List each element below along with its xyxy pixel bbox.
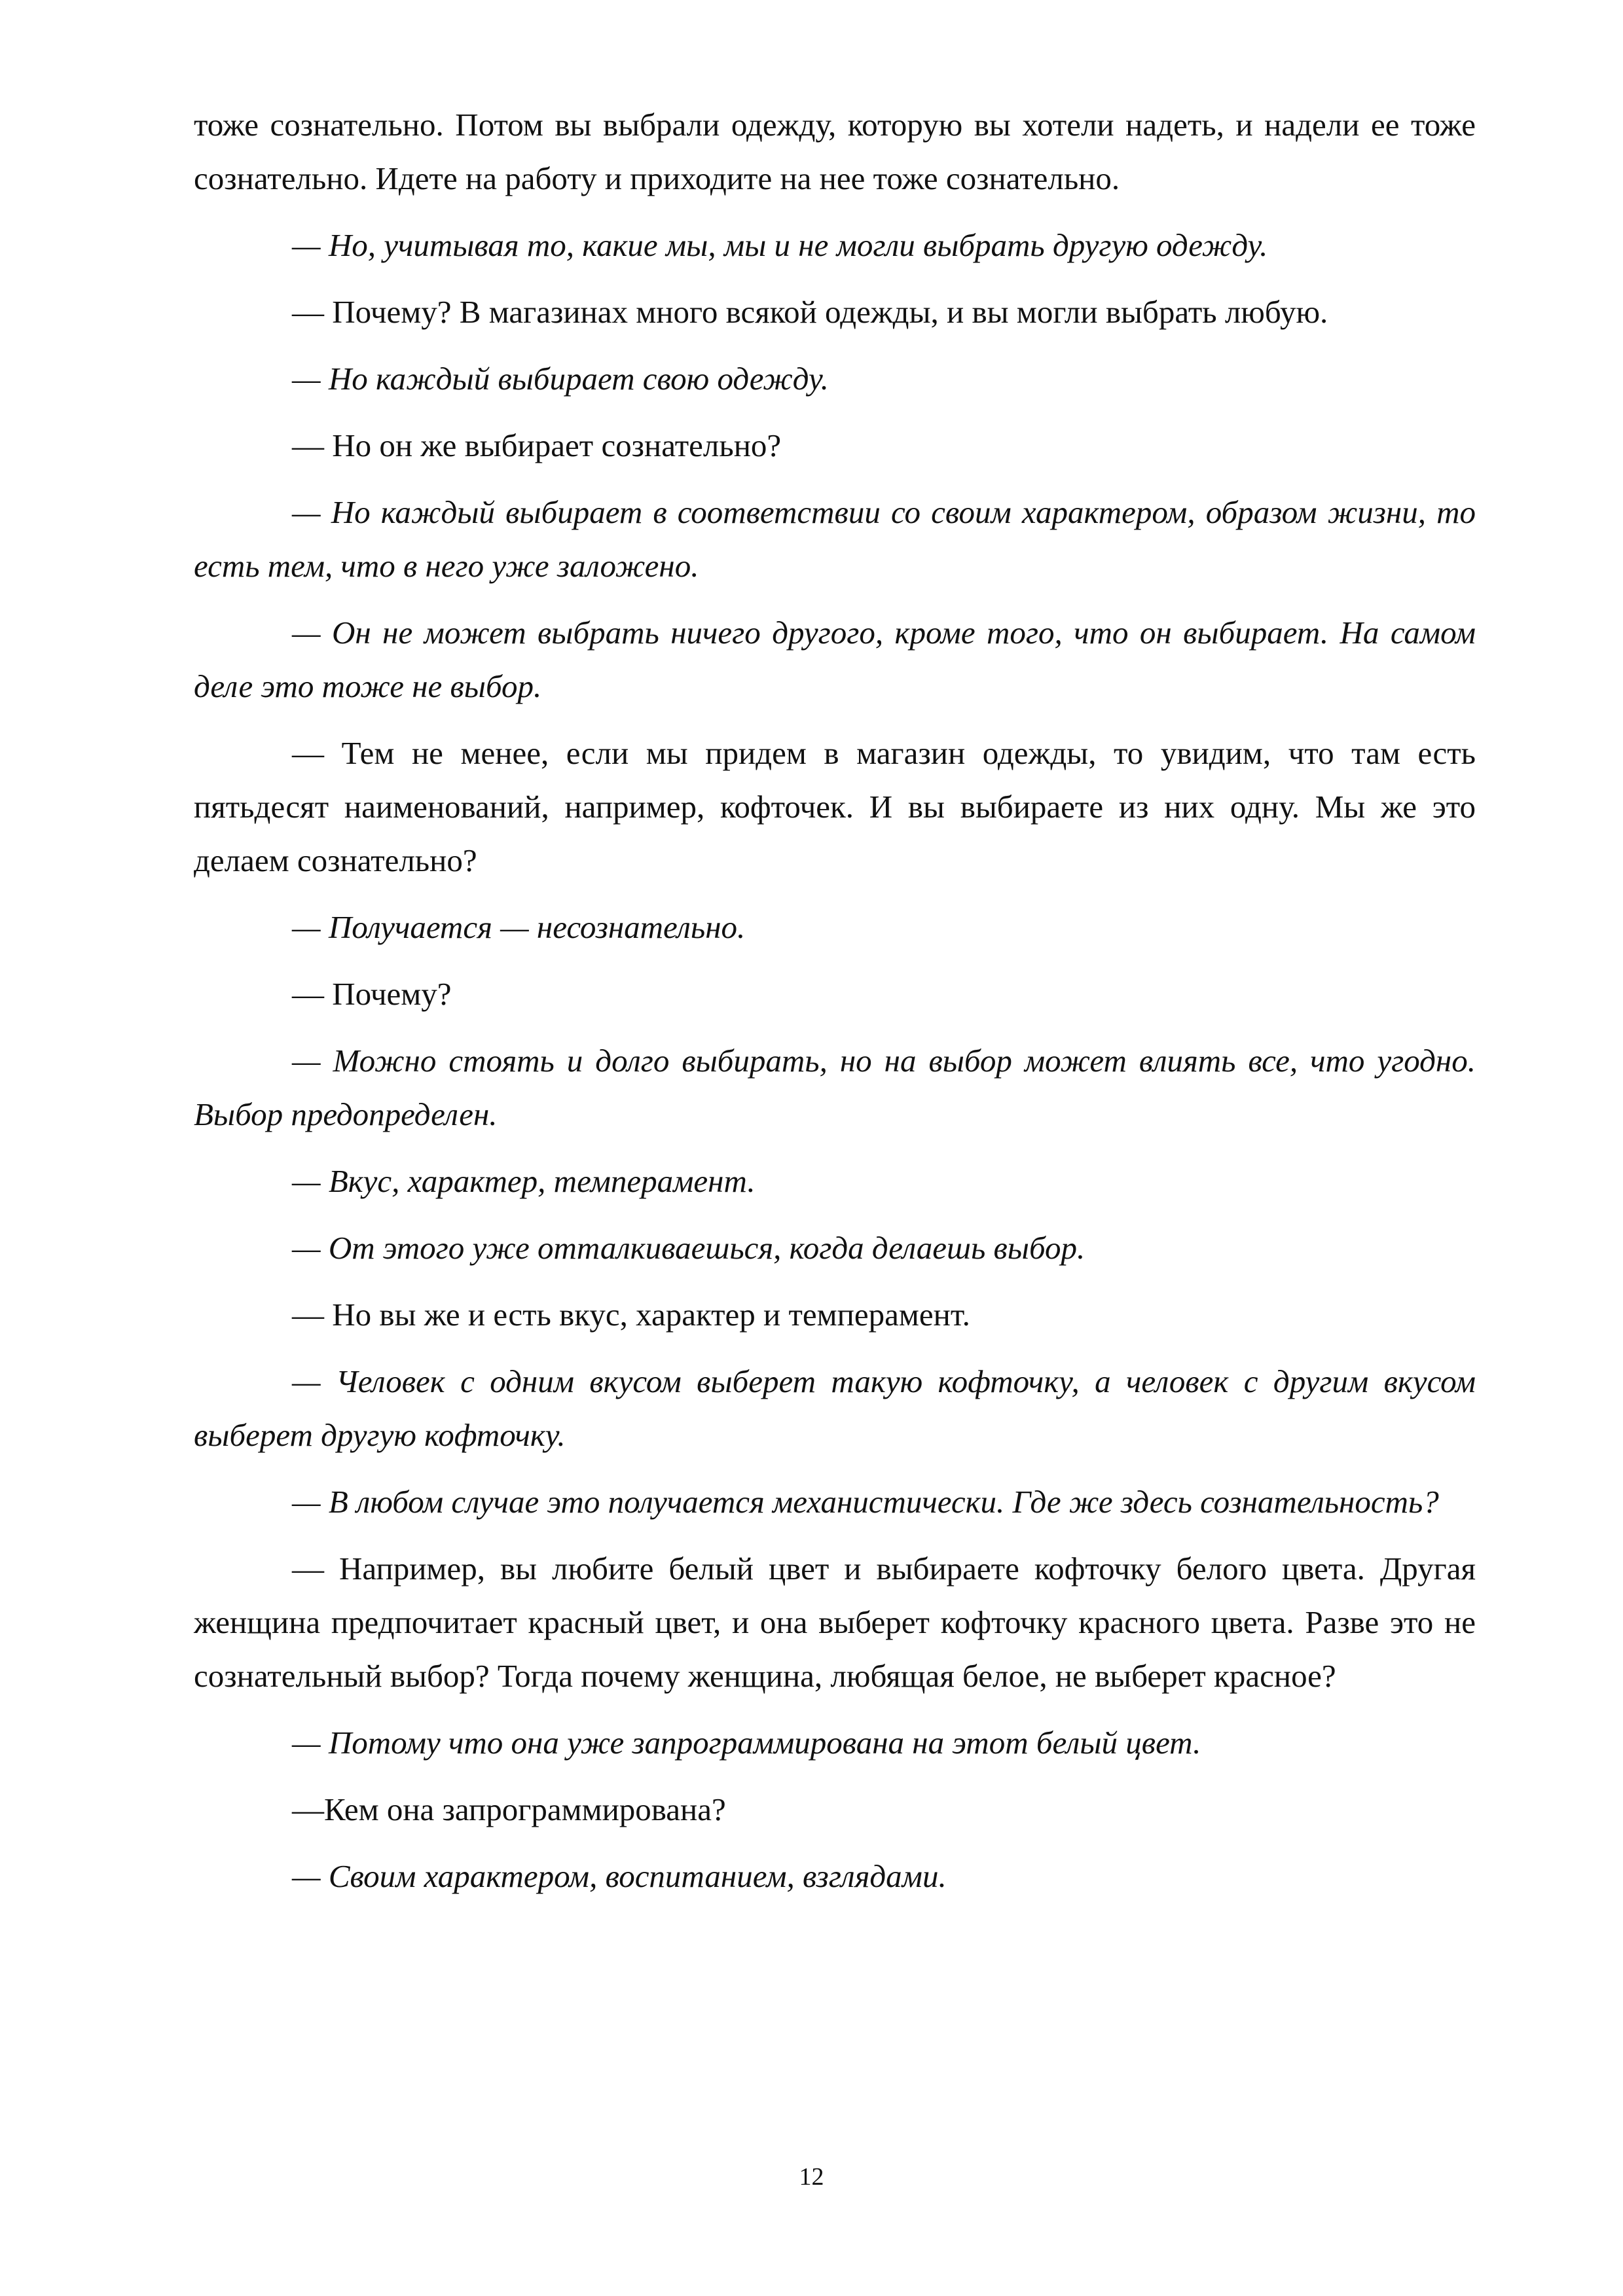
paragraph: — Почему?	[292, 976, 452, 1012]
paragraph: — Тем не менее, если мы придем в магазин одежды, то увидим, что там есть пятьдесят наименований, например, кофточек. И вы выбираете из них одну. Мы же это делаем сознательно?	[194, 735, 1476, 878]
document-page	[194, 98, 1476, 1916]
paragraph: — Можно стоять и долго выбирать, но на выбор может влиять все, что угодно. Выбор предопределен.	[194, 1043, 1476, 1132]
paragraph: — Но вы же и есть вкус, характер и темперамент.	[292, 1297, 970, 1333]
paragraph: — Например, вы любите белый цвет и выбираете кофточку белого цвета. Другая женщина предпочитает красный цвет, и она выберет кофточку красного цвета. Разве это не сознательный выбор? Тогда почему женщина, любящая белое, не выберет красное?	[194, 1551, 1476, 1694]
paragraph: — Но он же выбирает сознательно?	[292, 427, 782, 463]
paragraph: — Человек с одним вкусом выберет такую кофточку, а человек с другим вкусом выберет другую кофточку.	[194, 1363, 1476, 1453]
paragraph: — Но каждый выбирает в соответствии со своим характером, образом жизни, то есть тем, что в него уже заложено.	[194, 494, 1476, 584]
paragraph: — Почему? В магазинах много всякой одежды, и вы могли выбрать любую.	[292, 294, 1328, 330]
paragraph: — Он не может выбрать ничего другого, кроме того, что он выбирает. На самом деле это тоже не выбор.	[194, 615, 1476, 704]
paragraph: — Вкус, характер, темперамент.	[292, 1163, 756, 1199]
paragraph: — В любом случае это получается механистически. Где же здесь сознательность?	[292, 1484, 1439, 1520]
paragraph: — Но, учитывая то, какие мы, мы и не могли выбрать другую одежду.	[292, 227, 1268, 263]
paragraph: — От этого уже отталкиваешься, когда делаешь выбор.	[292, 1230, 1085, 1266]
paragraph: тоже сознательно. Потом вы выбрали одежду, которую вы хотели надеть, и надели ее тоже сознательно. Идете на работу и приходите на нее тоже сознательно.	[194, 107, 1476, 196]
paragraph: — Своим характером, воспитанием, взглядами.	[292, 1858, 947, 1894]
paragraph: — Получается — несознательно.	[292, 909, 746, 945]
paragraph: — Но каждый выбирает свою одежду.	[292, 361, 829, 397]
paragraph: — Потому что она уже запрограммирована на этот белый цвет.	[292, 1725, 1201, 1761]
paragraph: —Кем она запрограммирована?	[292, 1791, 726, 1827]
page-number: 12	[799, 2163, 824, 2191]
